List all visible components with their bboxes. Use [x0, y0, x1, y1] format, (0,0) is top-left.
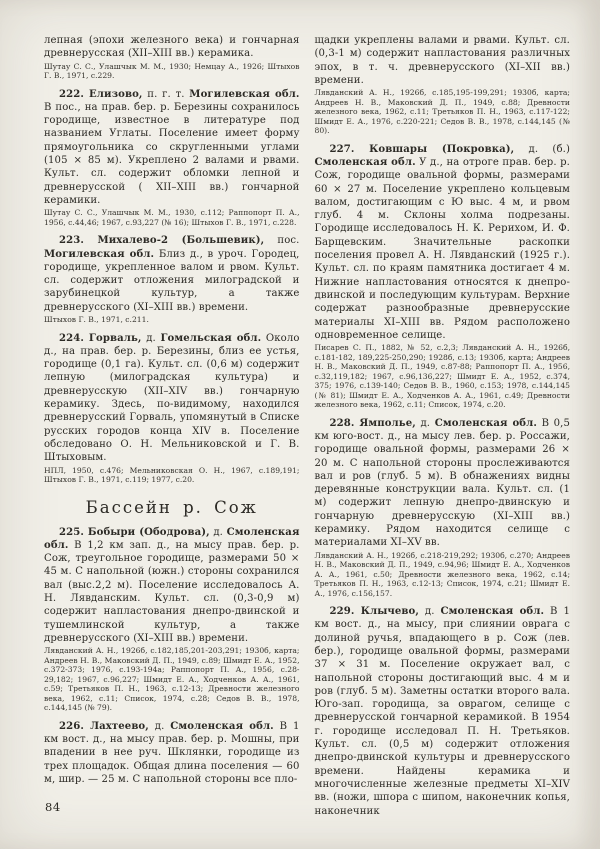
entry-223-number-name: 223. Михалево-2 (Большевик),	[59, 235, 265, 247]
entry-228-region: Смоленская обл.	[434, 417, 537, 429]
column-left	[44, 34, 300, 818]
entry-224	[44, 332, 300, 465]
entry-223-body: Близ д., в уроч. Городец, городище, укрепленное валом и рвом. Культ. сл. содержит отложения милоградской и зарубинецкой культур, а также древнерусского (XI–XIII вв.) времени.	[44, 248, 300, 313]
entry-226	[44, 720, 300, 786]
continuation-refs: Шутау С. С., Улашчык М. М., 1930; Немцау А., 1926; Штыхов Г. В., 1971, с.229.	[44, 61, 300, 81]
entry-229-number-name: 229. Клычево,	[329, 606, 419, 618]
entry-227-body: У д., на отроге прав. бер. р. Сож, городище овальной формы, размерами 60 × 27 м. Поселение укреплено кольцевым валом, достигающим с Ю выс. 4 м, и рвом глуб. 4 м. Склоны холма подрезаны. Городище исследовалось Н. К. Рерихом, И. Ф. Барщевским. Значительные раскопки поселения провел А. Н. Лявданский (1925 г.). Культ. сл. по краям памятника достигает 4 м. Нижние напластования относятся к днепро-двинской и последующим культурам. Верхние содержат разнообразные древнерусские материалы XI–XIII вв. Рядом расположено одновременное селище.	[314, 156, 570, 341]
entry-229-body: В 1 км вост. д., на мысу, при слиянии оврага с долиной ручья, впадающего в р. Сож (лев. бер.), городище овальной формы, размерами 37 × 31 м. Поселение окружает вал, с напольной стороны достигающий выс. 4 м и ров (глуб. 5 м). Заметны остатки второго вала. Юго-зап. городища, за оврагом, селище с древнерусской гончарной керамикой. В 1954 г. городище исследовал П. Н. Третьяков. Культ. сл. (0,5 м) содержит отложения днепро-двинской культуры и древнерусского времени. Найдены керамика и многочисленные железные предметы XI–XIV вв. (ножи, шпора с шипом, наконечник копья, наконечник	[314, 606, 570, 817]
entry-223-refs: Штыхов Г. В., 1971, с.211.	[44, 315, 149, 325]
page-body	[44, 34, 570, 818]
entry-222-type: п. г. т.	[147, 88, 185, 100]
entry-224-body: Около д., на прав. бер. р. Березины, близ ее устья, городище (0,1 га). Культ. сл. (0,6 м) содержит лепную (милоградская культура) и древнерусскую (XII–XIV вв.) гончарную керамику. Здесь, по-видимому, находился древнерусский Горваль, упомянутый в Списке русских городов конца XIV в. Поселение обследовано О. Н. Мельниковской и Г. В. Штыховым.	[44, 332, 300, 464]
entry-224-type: д.	[146, 332, 156, 344]
entry-223-region: Могилевская обл.	[44, 248, 155, 260]
continuation-paragraph-right: щадки укреплены валами и рвами. Культ. сл. (0,3-1 м) содержит напластования различных эпох, в т. ч. древнерусского (XI–XII вв.) времени.	[314, 35, 570, 86]
entry-223-type: пос.	[277, 235, 300, 247]
entry-223	[44, 234, 300, 314]
entry-222-region: Могилевская обл.	[189, 88, 300, 100]
continuation-refs-right: Лявданский А. Н., 1926б, с.185,195-199,291; 1930б, карта; Андреев Н. В., Маковский Д. П., 1949, с.88; Древности железного века, 1962, с.11; Третьяков П. Н., 1963, с.117-122; Шмидт Е. А., 1976, с.220-221; Седов В. В., 1978, с.144,145 (№ 80).	[314, 88, 570, 136]
entry-226-region: Смоленская обл.	[170, 720, 274, 732]
entry-227-region: Смоленская обл.	[314, 156, 416, 168]
entry-228-refs: Лявданский А. Н., 1926б, с.218-219,292; 1930б, с.270; Андреев Н. В., Маковский Д. П., 1949, с.94,96; Шмидт Е. А., Ходченков А. А., 1961, с.50; Древности железного века, 1962, с.14; Третьяков П. Н., 1963, с.12-13; Список, 1974, с.21; Шмидт Е. А., 1976, с.156,157.	[314, 550, 570, 598]
entry-222-body: В пос., на прав. бер. р. Березины сохранилось городище, известное в литературе под названием Углаты. Поселение имеет форму прямоугольника со скругленными углами (105 × 85 м). Укреплено 2 валами и рвами. Культ. сл. содержит обломки лепной и древнерусской ( XII–XIII вв.) гончарной керамики.	[44, 101, 300, 206]
entry-226-number-name: 226. Лахтеево,	[59, 720, 149, 732]
entry-225-region: Смоленская обл.	[44, 526, 300, 551]
entry-228-body: В 0,5 км юго-вост. д., на мысу лев. бер. р. Россажи, городище овальной формы, размерами 26 × 20 м. С напольной стороны прослеживаются вал и ров (глуб. 5 м). В обнажениях видны деревянные конструкции вала. Культ. сл. (1 м) содержит лепную днепро-двинскую и гончарную древнерусскую (XI–XIII вв.) керамику. Рядом находится селище с материалами XI–XV вв.	[314, 417, 571, 549]
page-number: 84	[45, 800, 61, 814]
entry-224-refs: НПЛ, 1950, с.476; Мельниковская О. Н., 1967, с.189,191; Штыхов Г. В., 1971, с.119; 1977, с.20.	[44, 465, 300, 485]
entry-227-number-name: 227. Ковшары (Покровка),	[329, 143, 515, 155]
entry-224-number-name: 224. Горваль,	[59, 332, 142, 344]
entry-222-refs: Шутау С. С., Улашчык М. М., 1930, с.112; Раппопорт П. А., 1956, с.44,46; 1967, с.93,227 (№ 16); Штыхов Г. В., 1971, с.228.	[44, 208, 300, 227]
section-heading: Бассейн р. Сож	[85, 497, 258, 517]
entry-228	[315, 417, 571, 550]
entry-229-type: д.	[424, 606, 435, 618]
entry-225-body: В 1,2 км зап. д., на мысу прав. бер. р. Сож, треугольное городище, размерами 50 × 45 м. С напольной (южн.) стороны сохранился вал (выс.2,2 м). Поселение исследовалось А. Н. Лявданским. Культ. сл. (0,3-0,9 м) содержит напластования днепро-двинской и тушемлинской культур, а также древнерусского (XI–XIII вв.) времени.	[44, 539, 300, 644]
entry-228-type: д.	[420, 417, 431, 429]
column-right	[315, 34, 571, 818]
continuation-paragraph: лепная (эпохи железного века) и гончарная древнерусская (XII–XIII вв.) керамика.	[44, 35, 300, 60]
entry-228-number-name: 228. Ямполье,	[329, 417, 416, 429]
entry-225	[44, 526, 300, 646]
entry-225-number-name: 225. Бобыри (Ободрова),	[59, 526, 210, 538]
entry-226-body: В 1 км вост. д., на мысу прав. бер. р. Мошны, при впадении в нее руч. Шклянки, городище из трех площадок. Общая длина поселения — 60 м, шир. — 25 м. С напольной стороны все пло-	[44, 720, 300, 785]
entry-227-type: д. (б.)	[528, 143, 570, 155]
entry-227	[315, 143, 571, 342]
entry-225-refs: Лявданский А. Н., 1926б, с.182,185,201-203,291; 1930б, карта; Андреев Н. В., Маковский Д. П., 1949, с.89; Шмидт Е. А., 1952, с.372-373; 1976, с.193-194а; Раппопорт П. А., 1956, с.28-29,182; 1967, с.96,227; Шмидт Е. А., Ходченков А. А., 1961, с.59; Третьяков П. Н., 1963, с.12-13; Древности железного века, 1962, с.11; Список, 1974, с.28; Седов В. В., 1978, с.144,145 (№ 79).	[44, 646, 300, 713]
entry-227-refs: Писарев С. П., 1882, № 52, с.2,3; Лявданский А. Н., 1926б, с.181-182, 189,225-250,290; 1928б, с.13; 1930б, карта; Андреев Н. В., Маковский Д. П., 1949, с.87-88; Раппопорт П. А., 1956, с.32,119,182; 1967, с.96,136,227; Шмидт Е. А., 1952, с.374, 375; 1976, с.139-140; Седов В. В., 1960, с.153; 1978, с.144,145 (№ 81); Шмидт Е. А., Ходченков А. А., 1961, с.49; Древности железного века, 1962, с.11; Список, 1974, с.20.	[314, 343, 570, 410]
entry-229	[315, 605, 571, 818]
entry-222-number-name: 222. Елизово,	[59, 88, 143, 100]
entry-225-type: д.	[213, 526, 223, 538]
entry-224-region: Гомельская обл.	[160, 332, 262, 344]
entry-229-region: Смоленская обл.	[440, 606, 545, 618]
entry-222	[44, 88, 300, 208]
entry-226-type: д.	[154, 720, 165, 732]
